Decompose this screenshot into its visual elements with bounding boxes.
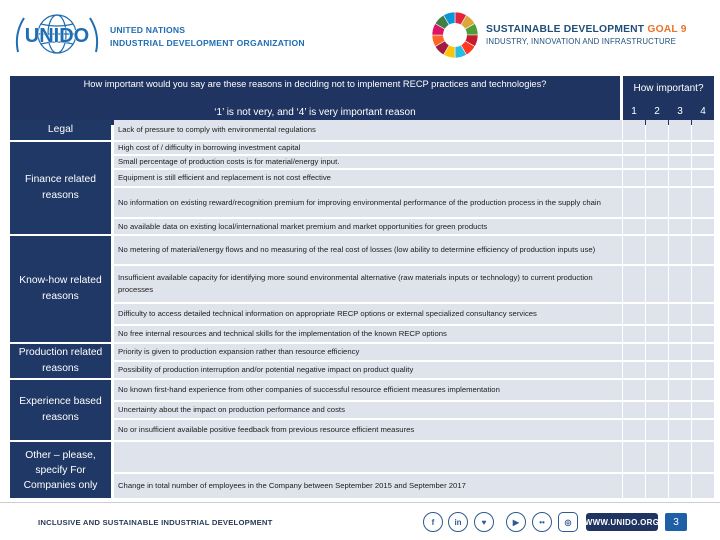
rating-row	[623, 236, 714, 264]
rating-cell-1[interactable]	[623, 142, 645, 154]
rating-row	[623, 219, 714, 234]
rating-cell-2[interactable]	[646, 188, 668, 217]
rating-cell-3[interactable]	[669, 420, 691, 440]
reason-row: Equipment is still efficient and replacement is not cost effective	[114, 170, 622, 186]
rating-cell-3[interactable]	[669, 326, 691, 342]
rating-cell-1[interactable]	[623, 304, 645, 324]
rating-cell-2[interactable]	[646, 420, 668, 440]
rating-cell-2[interactable]	[646, 219, 668, 234]
rating-cell-4[interactable]	[692, 420, 714, 440]
rating-row	[623, 170, 714, 186]
page-number: 3	[665, 513, 687, 531]
rating-row	[623, 362, 714, 378]
reason-row	[114, 442, 622, 472]
instagram-icon[interactable]: ◎	[558, 512, 578, 532]
rating-cell-2[interactable]	[646, 156, 668, 168]
rating-cell-4[interactable]	[692, 344, 714, 360]
rating-cell-3[interactable]	[669, 170, 691, 186]
rating-cell-2[interactable]	[646, 362, 668, 378]
facebook-icon[interactable]: f	[423, 512, 443, 532]
rating-cell-1[interactable]	[623, 380, 645, 400]
rating-row	[623, 188, 714, 217]
rating-cell-1[interactable]	[623, 474, 645, 498]
footer-divider	[0, 502, 720, 503]
reason-row: Possibility of production interruption and/or potential negative impact on product quality	[114, 362, 622, 378]
reason-row: Change in total number of employees in the Company between September 2015 and September 2017	[114, 474, 622, 498]
rating-row	[623, 142, 714, 154]
rating-cell-3[interactable]	[669, 266, 691, 302]
reason-row: Priority is given to production expansion rather than resource efficiency	[114, 344, 622, 360]
rating-row	[623, 266, 714, 302]
question-title: How important would you say are these reasons in deciding not to implement RECP practices and technologies?	[83, 79, 547, 89]
rating-cell-2[interactable]	[646, 344, 668, 360]
unido-logo	[10, 12, 104, 56]
rating-cell-4[interactable]	[692, 156, 714, 168]
rating-row	[623, 304, 714, 324]
reason-row: No known first-hand experience from other companies of successful resource efficient measures implementation	[114, 380, 622, 400]
category-production: Production related reasons	[10, 344, 111, 378]
youtube-icon[interactable]: ▶	[506, 512, 526, 532]
scale-label-4: 4	[700, 106, 706, 117]
rating-row	[623, 402, 714, 418]
svg-text:UNIDO: UNIDO	[24, 25, 90, 47]
rating-cell-3[interactable]	[669, 344, 691, 360]
reason-row: High cost of / difficulty in borrowing investment capital	[114, 142, 622, 154]
rating-cell-4[interactable]	[692, 219, 714, 234]
rating-cell-3[interactable]	[669, 219, 691, 234]
rating-row	[623, 442, 714, 472]
rating-cell-3[interactable]	[669, 380, 691, 400]
rating-cell-3[interactable]	[669, 120, 691, 140]
rating-cell-1[interactable]	[623, 266, 645, 302]
rating-cell-2[interactable]	[646, 170, 668, 186]
rating-cell-3[interactable]	[669, 402, 691, 418]
rating-cell-3[interactable]	[669, 304, 691, 324]
linkedin-icon[interactable]: in	[448, 512, 468, 532]
sdg-subtitle: INDUSTRY, INNOVATION AND INFRASTRUCTURE	[486, 37, 677, 46]
rating-cell-4[interactable]	[692, 380, 714, 400]
category-legal: Legal	[10, 120, 111, 140]
category-other: Other – please, specify For Companies only	[10, 442, 111, 498]
rating-cell-2[interactable]	[646, 402, 668, 418]
footer-tagline: INCLUSIVE AND SUSTAINABLE INDUSTRIAL DEVELOPMENT	[38, 518, 273, 527]
rating-cell-1[interactable]	[623, 442, 645, 472]
rating-row	[623, 420, 714, 440]
rating-cell-2[interactable]	[646, 266, 668, 302]
rating-cell-2[interactable]	[646, 326, 668, 342]
rating-cell-1[interactable]	[623, 188, 645, 217]
question-header	[10, 76, 620, 125]
scale-label-1: 1	[631, 106, 637, 117]
rating-cell-4[interactable]	[692, 170, 714, 186]
rating-cell-1[interactable]	[623, 344, 645, 360]
rating-cell-4[interactable]	[692, 236, 714, 264]
rating-cell-2[interactable]	[646, 380, 668, 400]
rating-cell-3[interactable]	[669, 236, 691, 264]
reason-row: Difficulty to access detailed technical information on appropriate RECP options or external specialized consultancy services	[114, 304, 622, 324]
rating-cell-2[interactable]	[646, 236, 668, 264]
reason-row: No available data on existing local/international market premium and market opportunities for green products	[114, 219, 622, 234]
rating-cell-4[interactable]	[692, 142, 714, 154]
rating-cell-2[interactable]	[646, 142, 668, 154]
importance-title: How important?	[633, 83, 704, 94]
rating-cell-1[interactable]	[623, 156, 645, 168]
organization-name: UNITED NATIONS INDUSTRIAL DEVELOPMENT ORGANIZATION	[110, 25, 305, 48]
importance-header	[623, 76, 714, 125]
rating-cell-4[interactable]	[692, 402, 714, 418]
reason-row: No metering of material/energy flows and no measuring of the real cost of losses (low ability to determine efficiency of production inputs use)	[114, 236, 622, 264]
reason-row: No or insufficient available positive feedback from previous resource efficient measures	[114, 420, 622, 440]
rating-cell-1[interactable]	[623, 402, 645, 418]
rating-cell-2[interactable]	[646, 474, 668, 498]
rating-cell-2[interactable]	[646, 120, 668, 140]
rating-cell-1[interactable]	[623, 170, 645, 186]
rating-cell-1[interactable]	[623, 362, 645, 378]
rating-row	[623, 474, 714, 498]
category-know-how: Know-how related reasons	[10, 236, 111, 342]
rating-cell-1[interactable]	[623, 420, 645, 440]
rating-row	[623, 156, 714, 168]
rating-cell-1[interactable]	[623, 219, 645, 234]
reason-row: Uncertainty about the impact on production performance and costs	[114, 402, 622, 418]
scale-label-3: 3	[677, 106, 683, 117]
sdg-wheel-icon	[430, 10, 480, 60]
category-finance: Finance related reasons	[10, 142, 111, 234]
flickr-icon[interactable]: ••	[532, 512, 552, 532]
rating-cell-4[interactable]	[692, 326, 714, 342]
rating-cell-2[interactable]	[646, 442, 668, 472]
reason-row: Small percentage of production costs is for material/energy input.	[114, 156, 622, 168]
category-experience: Experience based reasons	[10, 380, 111, 440]
rating-row	[623, 380, 714, 400]
rating-cell-3[interactable]	[669, 188, 691, 217]
rating-cell-4[interactable]	[692, 188, 714, 217]
rating-cell-3[interactable]	[669, 474, 691, 498]
rating-row	[623, 120, 714, 140]
rating-cell-3[interactable]	[669, 156, 691, 168]
rating-cell-4[interactable]	[692, 362, 714, 378]
rating-cell-1[interactable]	[623, 326, 645, 342]
rating-cell-3[interactable]	[669, 362, 691, 378]
reason-row: No free internal resources and technical skills for the implementation of the known RECP options	[114, 326, 622, 342]
rating-cell-4[interactable]	[692, 266, 714, 302]
scale-note: ‘1’ is not very, and ‘4’ is very important reason	[214, 107, 416, 118]
rating-cell-4[interactable]	[692, 442, 714, 472]
rating-cell-4[interactable]	[692, 474, 714, 498]
rating-row	[623, 326, 714, 342]
rating-cell-3[interactable]	[669, 442, 691, 472]
scale-label-2: 2	[654, 106, 660, 117]
rating-cell-3[interactable]	[669, 142, 691, 154]
rating-row	[623, 344, 714, 360]
reason-row: Lack of pressure to comply with environmental regulations	[114, 120, 622, 140]
rating-cell-1[interactable]	[623, 120, 645, 140]
twitter-icon[interactable]: ♥	[474, 512, 494, 532]
reason-row: No information on existing reward/recognition premium for improving environmental performance of the production process in the supply chain	[114, 188, 622, 217]
rating-cell-1[interactable]	[623, 236, 645, 264]
website-link[interactable]: WWW.UNIDO.ORG	[586, 513, 658, 531]
rating-cell-4[interactable]	[692, 120, 714, 140]
rating-cell-4[interactable]	[692, 304, 714, 324]
sdg-title: SUSTAINABLE DEVELOPMENT GOAL 9	[486, 24, 687, 35]
reason-row: Insufficient available capacity for identifying more sound environmental alternative (raw materials inputs or technology) to current production processes	[114, 266, 622, 302]
rating-cell-2[interactable]	[646, 304, 668, 324]
